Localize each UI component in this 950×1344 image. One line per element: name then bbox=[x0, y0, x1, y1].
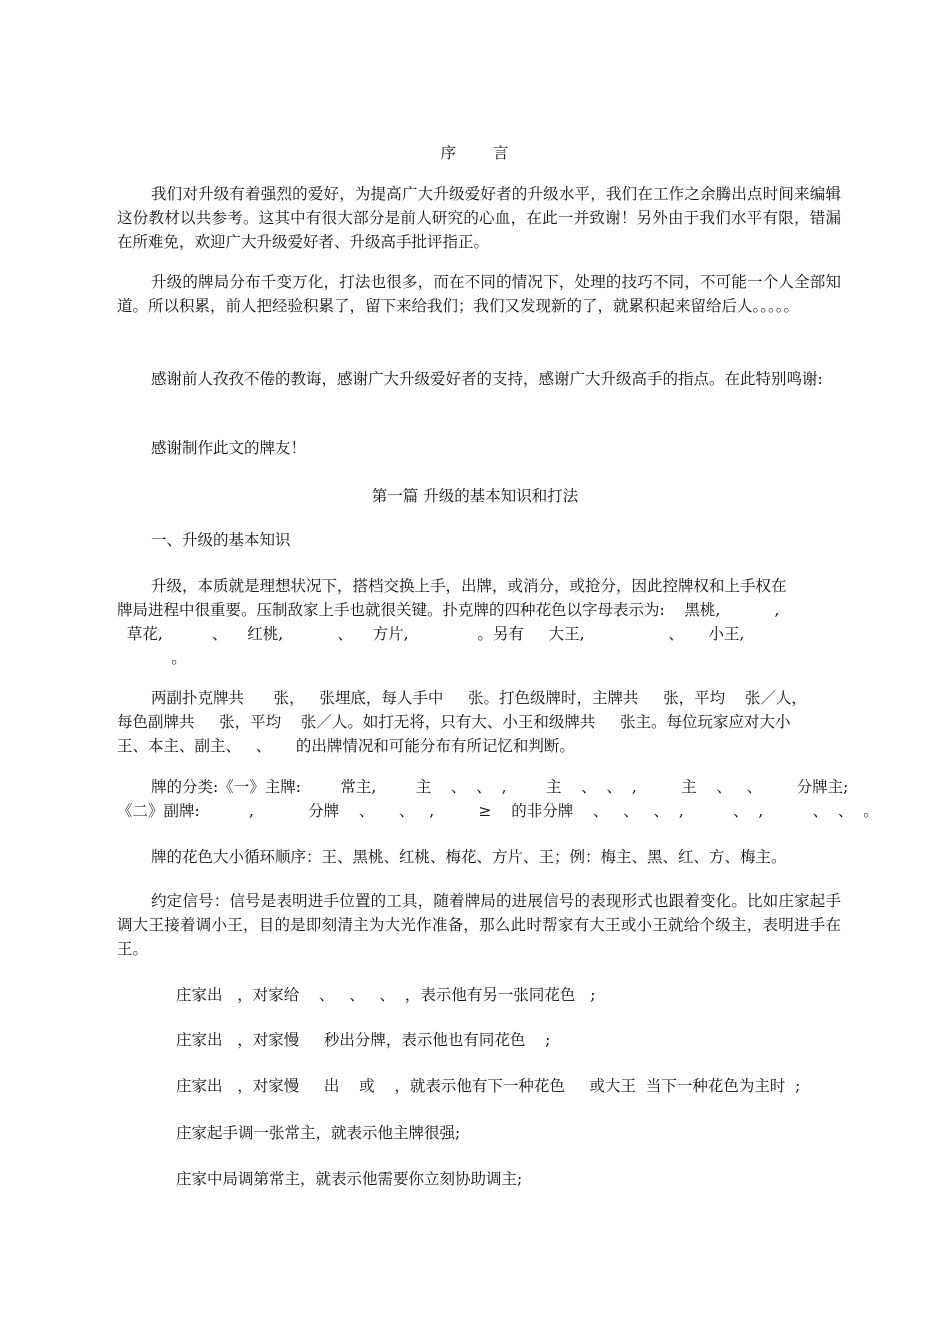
classification-line-2: 《二》副牌: , 分牌 、 、 , ≥ 的非分牌 、 、 、 , 、 , 、 、 。 bbox=[117, 802, 879, 820]
signal-item-1: 庄家出 ，对家给 、 、 、 ，表示他有另一张同花色 ; bbox=[176, 986, 596, 1004]
preface-paragraph-1: 我们对升级有着强烈的爱好，为提高广大升级爱好者的升级水平，我们在工作之余腾出点时间来编辑这份教材以共参考。这其中有很大部分是前人研究的心血，在此一并致谢！另外由于我们水平有限，错漏在所难免，欢迎广大升级爱好者、升级高手批评指正。 bbox=[117, 185, 841, 251]
preface-title-right: 言 bbox=[493, 144, 510, 162]
deck-line-3: 王、本主、副主、 、 的出牌情况和可能分布有所记忆和判断。 bbox=[117, 737, 575, 755]
preface-title bbox=[0, 141, 950, 163]
basics-line-1: 升级，本质就是理想状况下，搭档交换上手，出牌，或消分，或抢分，因此控牌权和上手权在 bbox=[151, 577, 787, 595]
part-title: 第一篇 升级的基本知识和打法 bbox=[371, 487, 579, 505]
basics-line-3: 草花, 、 红桃, 、 方片, 。另有 大王, 、 小王, bbox=[117, 625, 745, 643]
classification-line-1: 牌的分类:《一》主牌: 常主, 主 、 、 , 主 、 、 , 主 、 、 分牌主; bbox=[151, 778, 849, 796]
basics-line-2: 牌局进程中很重要。压制敌家上手也就很关键。扑克牌的四种花色以字母表示为: 黑桃, , bbox=[117, 601, 780, 619]
signal-item-4: 庄家起手调一张常主，就表示他主牌很强; bbox=[176, 1124, 461, 1142]
deck-line-1: 两副扑克牌共 张， 张埋底，每人手中 张。打色级牌时，主牌共 张，平均 张／人， bbox=[151, 689, 807, 707]
signal-item-5: 庄家中局调第常主，就表示他需要你立刻协助调主; bbox=[176, 1170, 523, 1188]
signal-item-3: 庄家出 ，对家慢 出 或 ，就表示他有下一种花色 或大王 当下一种花色为主时 ; bbox=[176, 1077, 801, 1095]
suit-cycle-line: 牌的花色大小循环顺序：王、黑桃、红桃、梅花、方片、王；例：梅主、黑、红、方、梅主。 bbox=[151, 848, 787, 866]
signal-paragraph: 约定信号：信号是表明进手位置的工具，随着牌局的进展信号的表现形式也跟着变化。比如庄家起手调大王接着调小王，目的是即刻清主为大光作准备，那么此时帮家有大王或小王就给个级主，表明进手在王。 bbox=[117, 892, 841, 958]
preface-paragraph-4: 感谢制作此文的牌友！ bbox=[151, 439, 307, 457]
signal-item-2: 庄家出 ，对家慢 秒出分牌，表示他也有同花色 ; bbox=[176, 1031, 551, 1049]
preface-paragraph-2: 升级的牌局分布千变万化，打法也很多，而在不同的情况下，处理的技巧不同，不可能一个人全部知道。所以积累，前人把经验积累了，留下来给我们；我们又发现新的了，就累积起来留给后人。。。。。 bbox=[117, 273, 841, 315]
deck-line-2: 每色副牌共 张，平均 张／人。如打无将，只有大、小王和级牌共 张主。每位玩家应对大小 bbox=[117, 713, 791, 731]
preface-paragraph-3: 感谢前人孜孜不倦的教诲，感谢广大升级爱好者的支持，感谢广大升级高手的指点。在此特别鸣谢: bbox=[151, 370, 823, 388]
basics-line-4: 。 bbox=[117, 649, 187, 667]
preface-title-left: 序 bbox=[440, 144, 457, 162]
section-heading: 一、升级的基本知识 bbox=[151, 531, 291, 549]
